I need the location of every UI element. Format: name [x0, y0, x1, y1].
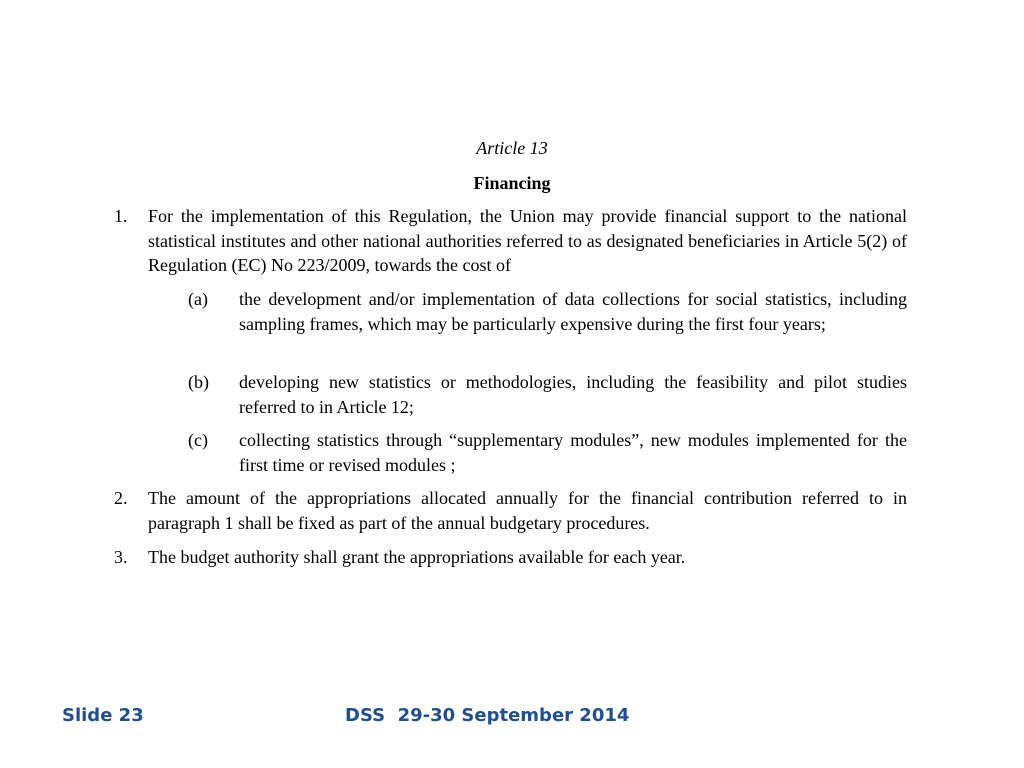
sub-item-text: developing new statistics or methodologies, including the feasibility and pilot studies referred to in Article 12; — [239, 372, 907, 417]
paragraph-3 — [114, 545, 907, 570]
sub-item-c — [188, 428, 907, 477]
paragraph-number: 2. — [114, 488, 128, 508]
paragraph-text: For the implementation of this Regulation, the Union may provide financial support to the national statistical institutes and other national authorities referred to as designated beneficiaries in Article 5(2) of Regulation (EC) No 223/2009, towards the cost of — [148, 206, 907, 275]
article-title: Article 13 — [476, 138, 548, 158]
sub-item-b — [188, 370, 907, 419]
sub-item-label: (b) — [188, 372, 209, 392]
paragraph-text: The amount of the appropriations allocated annually for the financial contribution referred to in paragraph 1 shall be fixed as part of the annual budgetary procedures. — [148, 488, 907, 533]
sub-item-a — [188, 287, 907, 336]
paragraph-number: 1. — [114, 206, 128, 226]
article-heading: Financing — [473, 173, 551, 193]
sub-item-label: (a) — [188, 289, 208, 309]
sub-item-label: (c) — [188, 430, 208, 450]
paragraph-text: The budget authority shall grant the appropriations available for each year. — [148, 547, 686, 567]
paragraph-number: 3. — [114, 547, 128, 567]
footer-slide-number: Slide 23 — [62, 705, 144, 726]
sub-item-text: collecting statistics through “supplementary modules”, new modules implemented for the first time or revised modules ; — [239, 430, 907, 475]
footer-event-date: DSS 29-30 September 2014 — [345, 705, 630, 726]
paragraph-2 — [114, 486, 907, 535]
paragraph-1 — [114, 204, 907, 278]
sub-item-text: the development and/or implementation of data collections for social statistics, including sampling frames, which may be particularly expensive during the first four years; — [239, 289, 907, 334]
